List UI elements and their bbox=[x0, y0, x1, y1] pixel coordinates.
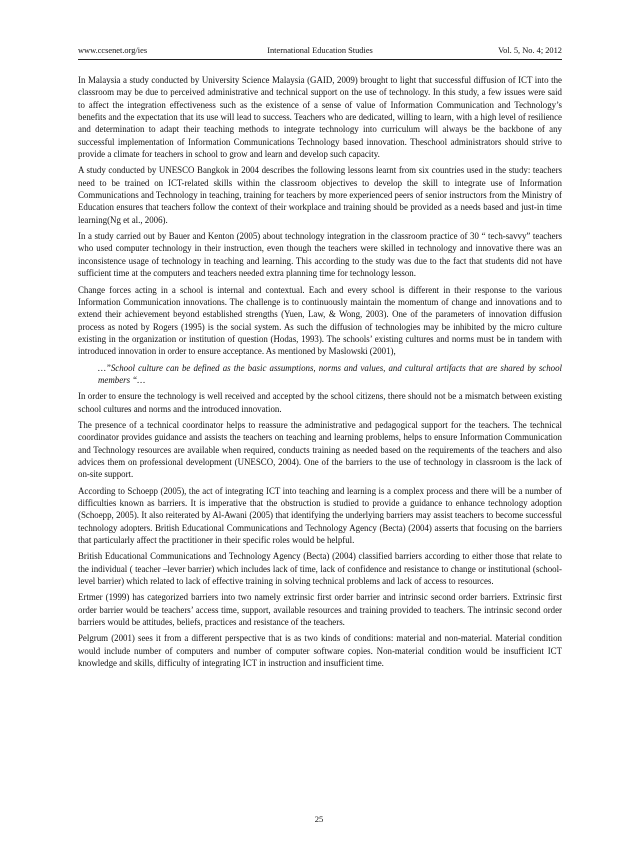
journal-url: www.ccsenet.org/ies bbox=[78, 46, 148, 55]
volume-info: Vol. 5, No. 4; 2012 bbox=[498, 46, 562, 55]
paragraph: The presence of a technical coordinator helps to reassure the administrative and pedagogical support for the teachers. The technical coordinator provides guidance and assists the teachers on teaching and learning problems, helps to ensure Information Communication and Technology resources are available when required, conducts training as needed based on the requirements of the teachers and also advices them on professional development (UNESCO, 2004). One of the barriers to the use of technology in classroom is the lack of on-site support. bbox=[78, 419, 562, 480]
paragraph: In a study carried out by Bauer and Kenton (2005) about technology integration in the classroom practice of 30 “ tech-savvy” teachers who used computer technology in their instruction, even though the teachers were skilled in technology and innovative there was an inconsistence usage of technology in teaching and learning. This according to the study was due to the fact that students did not have sufficient time at the computers and teachers needed extra planning time for technology lesson. bbox=[78, 231, 562, 279]
paragraph: Ertmer (1999) has categorized barriers into two namely extrinsic first order barrier and intrinsic second order barriers. Extrinsic first order barrier would be teachers’ access time, support, available resources and training provided to teachers. The intrinsic second order barriers would be attitudes, beliefs, practices and resistance of the teachers. bbox=[78, 592, 562, 628]
paragraph: In Malaysia a study conducted by University Science Malaysia (GAID, 2009) brought to light that successful diffusion of ICT into the classroom may be due to perceived administrative and technical support on the use of technology. In this study, a few issues were said to affect the integration effectiveness such as the existence of a sense of value of Information Communication and Technology’s benefits and the expectation that its use will lead to success. Teachers who are dedicated, willing to learn, with a high level of resilience and determination to adapt their teaching methods to integrate technology into curriculum will always be the backbone of any successful implementation of Information Communications Technology based innovation. Theschool administrators should strive to provide a climate for teachers in school to grow and learn and develop such capacity. bbox=[78, 75, 562, 160]
journal-name: International Education Studies bbox=[267, 46, 373, 55]
article-body bbox=[78, 74, 562, 673]
block-quote: …”School culture can be defined as the basic assumptions, norms and values, and cultural artifacts that are shared by school members “… bbox=[98, 362, 562, 385]
paragraph: Pelgrum (2001) sees it from a different perspective that is as two kinds of conditions: material and non-material. Material condition would include number of computers and number of computer software copies. Non-material condition would be insufficient ICT knowledge and skills, difficulty of integrating ICT in instruction and insufficient time. bbox=[78, 633, 562, 669]
page-number: 25 bbox=[314, 814, 324, 824]
paragraph: British Educational Communications and Technology Agency (Becta) (2004) classified barriers according to either those that relate to the individual ( teacher –lever barrier) which includes lack of time, lack of confidence and resistance to change or institutional (school-level barrier) which related to lack of effective training in solving technical problems and lack of access to resources. bbox=[78, 551, 562, 587]
running-header bbox=[78, 44, 562, 58]
paragraph: In order to ensure the technology is well received and accepted by the school citizens, there should not be a mismatch between existing school cultures and norms and the introduced innovation. bbox=[78, 391, 562, 414]
header-rule bbox=[78, 59, 562, 60]
paragraph: A study conducted by UNESCO Bangkok in 2004 describes the following lessons learnt from six countries used in the study: teachers need to be trained on ICT-related skills within the classroom objectives to develop the skill to integrate use of Information Communications and Technology in teaching, training for teachers by more experienced peers of senior instructors from the Ministry of Education ensures that teachers follow the context of their workplace and training should be provided as a needs based and just-in time learning(Ng et al., 2006). bbox=[78, 165, 562, 225]
paragraph: According to Schoepp (2005), the act of integrating ICT into teaching and learning is a complex process and there will be a number of difficulties known as barriers. It is imperative that the obstruction is studied to provide a guidance to enhance technology adoption (Schoepp, 2005). It also reiterated by Al-Awani (2005) that identifying the underlying barriers may assist teachers to become successful technology adopters. British Educational Communications and Technology Agency (Becta) (2004) asserts that focusing on the barriers that particularly affect the practitioner in their specific roles would be helpful. bbox=[78, 485, 562, 546]
paragraph: Change forces acting in a school is internal and contextual. Each and every school is different in their response to the various Information Communication innovations. The challenge is to continuously maintain the momentum of change and innovations and to extend their achievement beyond established strengths (Yuen, Law, & Wong, 2003). One of the parameters of innovation diffusion process as noted by Rogers (1995) is the social system. As such the diffusion of technologies may be inhibited by the micro culture existing in the organization or institution of question (Hodas, 1993). The schools’ existing cultures and norms must be in tandem with introduced innovation in order to ensure acceptance. As mentioned by Maslowski (2001), bbox=[78, 284, 562, 357]
